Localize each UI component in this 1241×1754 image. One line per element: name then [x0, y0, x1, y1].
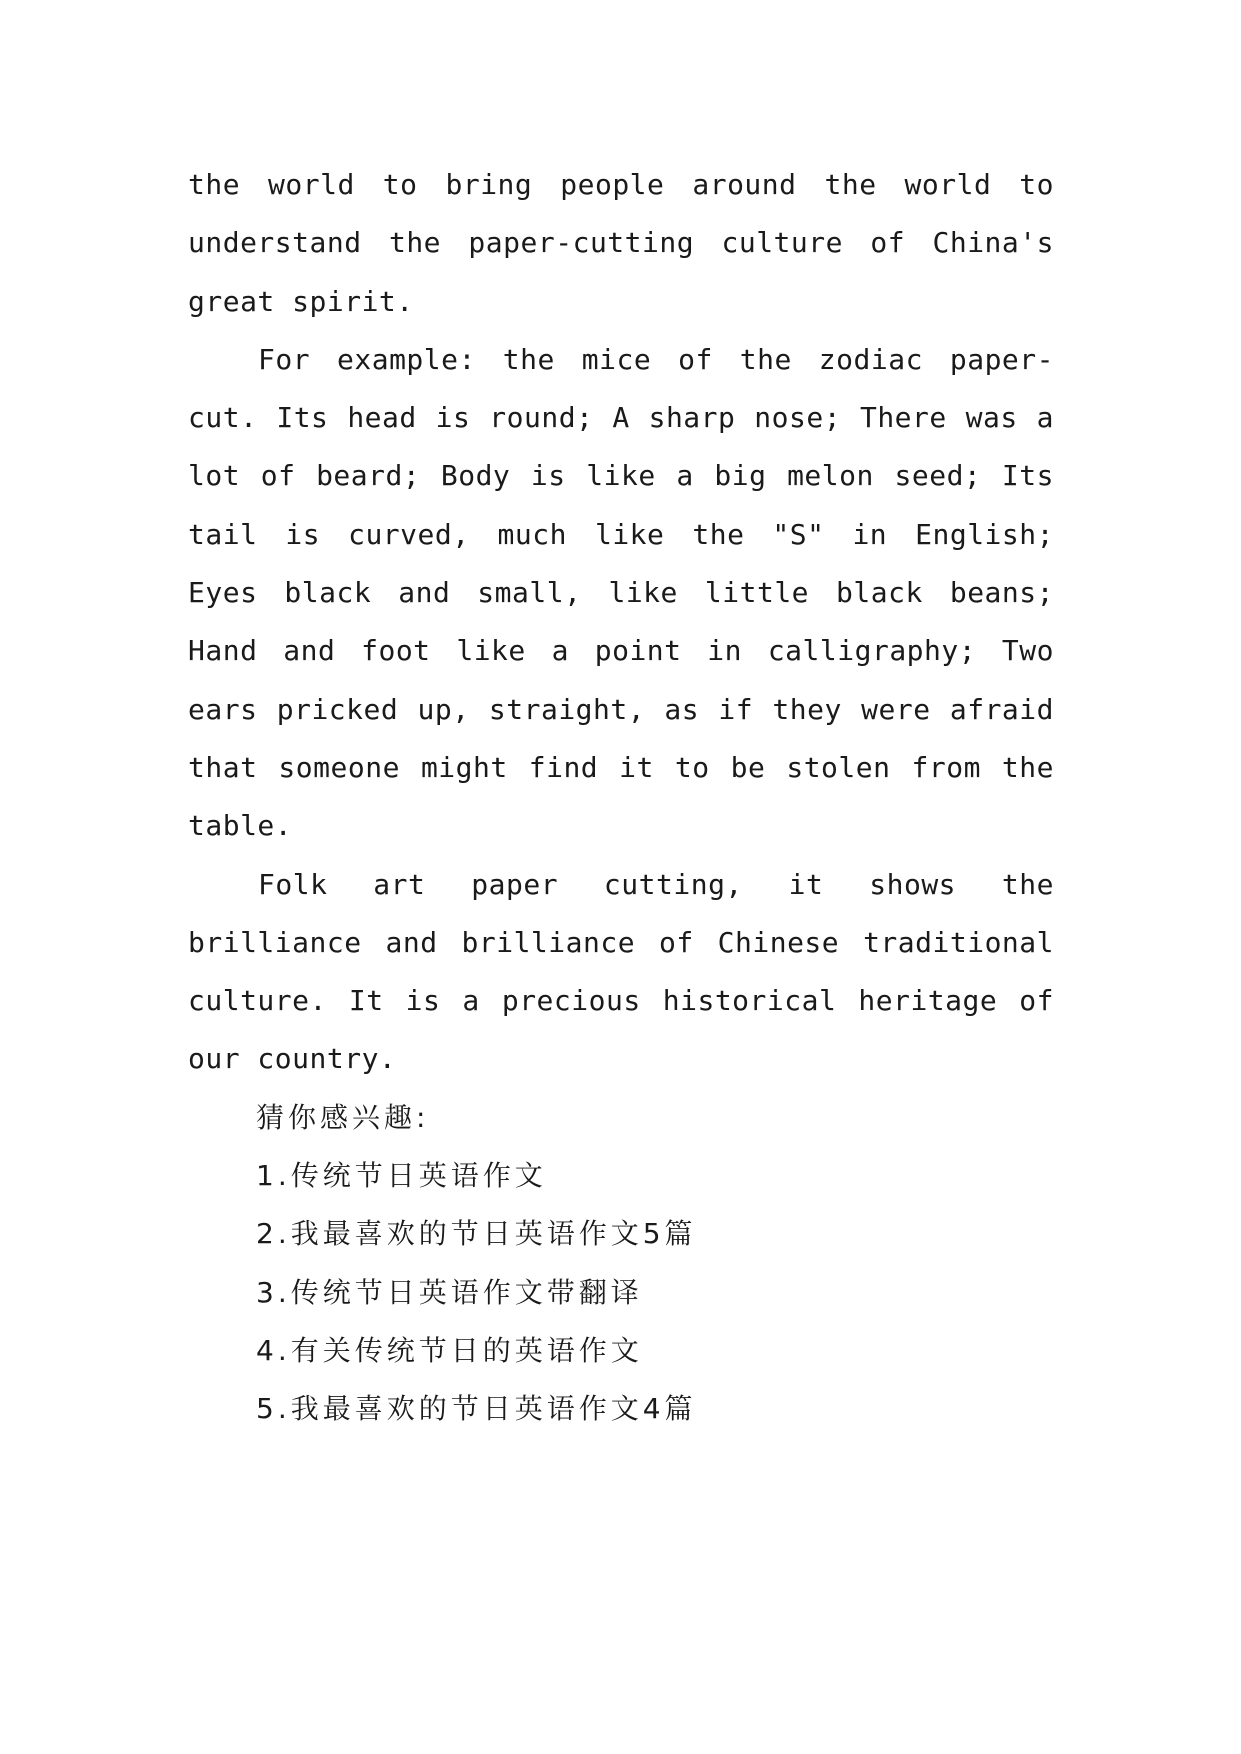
paragraph-folk-art: Folk art paper cutting, it shows the brilliance and brilliance of Chinese traditional culture. It is a precious historical heritage of our country.	[188, 867, 1054, 1076]
related-link-5[interactable]: 5.我最喜欢的节日英语作文4篇	[256, 1392, 697, 1426]
related-link-2[interactable]: 2.我最喜欢的节日英语作文5篇	[256, 1217, 697, 1251]
paragraph-zodiac-example: For example: the mice of the zodiac paper-cut. Its head is round; A sharp nose; There was a lot of beard; Body is like a big melon seed; Its tail is curved, much like the "S" in English; Eyes black and small, like little black beans; Hand and foot like a point in calligraphy; Two ears pricked up, straight, as if they were afraid that someone might find it to be stolen from the table.	[188, 342, 1054, 843]
document-body	[188, 156, 1054, 1439]
related-link-3[interactable]: 3.传统节日英语作文带翻译	[256, 1275, 643, 1309]
related-link-4[interactable]: 4.有关传统节日的英语作文	[256, 1333, 643, 1367]
related-link-1[interactable]: 1.传统节日英语作文	[256, 1159, 547, 1193]
related-heading: 猜你感兴趣:	[256, 1100, 430, 1134]
paragraph-continuation: the world to bring people around the world to understand the paper-cutting culture of China's great spirit.	[188, 168, 1054, 318]
